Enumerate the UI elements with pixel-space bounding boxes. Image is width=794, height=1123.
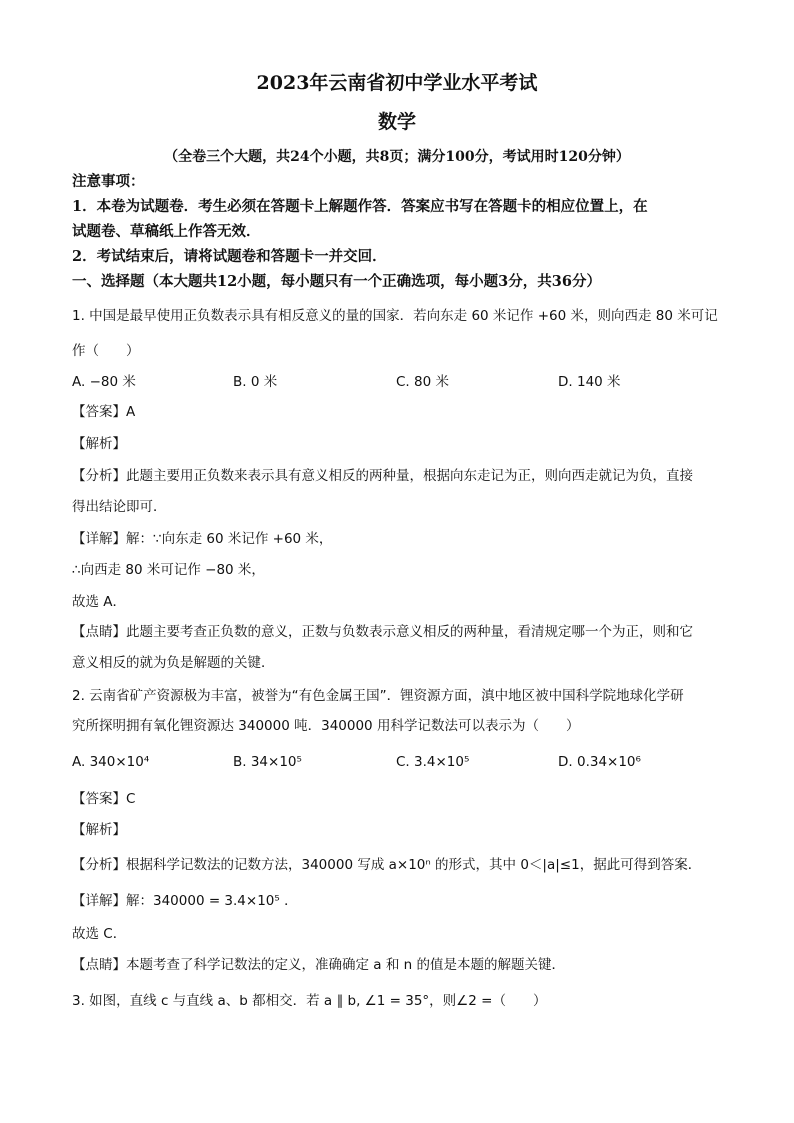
q1-option-d: D. 140 米 xyxy=(558,374,621,390)
q1-fenxi-line-1: 【分析】此题主要用正负数来表示具有意义相反的两种量，根据向东走记为正，则向西走就记为负，直接 xyxy=(72,468,693,484)
q2-stem-line-1: 2. 云南省矿产资源极为丰富，被誉为“有色金属王国”．锂资源方面，滇中地区被中国科学院地球化学研 xyxy=(72,688,684,704)
notice-item-2: 2．考试结束后，请将试题卷和答题卡一并交回． xyxy=(72,248,387,265)
q2-answer: 【答案】C xyxy=(72,791,136,807)
notice-item-1-line-1: 1．本卷为试题卷．考生必须在答题卡上解题作答．答案应书写在答题卡的相应位置上，在 xyxy=(72,198,648,215)
q3-stem: 3. 如图，直线 c 与直线 a、b 都相交．若 a ∥ b, ∠1 = 35°，则∠2 =（ ） xyxy=(72,993,547,1009)
notice-heading: 注意事项： xyxy=(72,173,145,190)
q1-stem-line-1: 1. 中国是最早使用正负数表示具有相反意义的量的国家．若向东走 60 米记作 +60 米，则向西走 80 米可记 xyxy=(72,308,718,324)
section-1-heading: 一、选择题（本大题共12小题，每小题只有一个正确选项，每小题3分，共36分） xyxy=(72,273,601,290)
q2-detail-line-2: 故选 C． xyxy=(72,926,127,942)
q1-analysis-label: 【解析】 xyxy=(72,436,126,452)
q1-answer: 【答案】A xyxy=(72,404,136,420)
q2-fenxi: 【分析】根据科学记数法的记数方法，340000 写成 a×10ⁿ 的形式，其中 0＜|a|≤1，据此可得到答案． xyxy=(72,857,702,873)
q1-detail-line-3: 故选 A． xyxy=(72,594,127,610)
q1-detail-line-1: 【详解】解：∵向东走 60 米记作 +60 米， xyxy=(72,531,333,547)
q1-option-c: C. 80 米 xyxy=(396,374,449,390)
q2-option-d: D. 0.34×10⁶ xyxy=(558,754,641,770)
q1-fenxi-line-2: 得出结论即可． xyxy=(72,499,167,515)
q2-dianjing: 【点睛】本题考查了科学记数法的定义，准确确定 a 和 n 的值是本题的解题关键． xyxy=(72,957,565,973)
q2-option-b: B. 34×10⁵ xyxy=(233,754,302,770)
exam-title: 2023年云南省初中学业水平考试 xyxy=(256,72,538,94)
exam-note: （全卷三个大题，共24个小题，共8页；满分100分，考试用时120分钟） xyxy=(164,149,630,165)
q1-stem-line-2: 作（ ） xyxy=(72,343,140,359)
q1-dianjing-line-1: 【点睛】此题主要考查正负数的意义，正数与负数表示意义相反的两种量，看清规定哪一个为正，则和它 xyxy=(72,624,693,640)
q2-detail-line-1: 【详解】解：340000 = 3.4×10⁵ ． xyxy=(72,893,298,909)
subject-title: 数学 xyxy=(377,111,416,133)
q1-option-b: B. 0 米 xyxy=(233,374,278,390)
q1-dianjing-line-2: 意义相反的就为负是解题的关键． xyxy=(72,655,275,671)
q2-option-a: A. 340×10⁴ xyxy=(72,754,150,770)
q2-analysis-label: 【解析】 xyxy=(72,822,126,838)
notice-item-1-line-2: 试题卷、草稿纸上作答无效． xyxy=(72,223,261,240)
q1-option-a: A. −80 米 xyxy=(72,374,136,390)
q2-stem-line-2: 究所探明拥有氧化锂资源达 340000 吨．340000 用科学记数法可以表示为（ ） xyxy=(72,718,580,734)
q2-option-c: C. 3.4×10⁵ xyxy=(396,754,470,770)
q1-detail-line-2: ∴向西走 80 米可记作 −80 米， xyxy=(72,562,265,578)
